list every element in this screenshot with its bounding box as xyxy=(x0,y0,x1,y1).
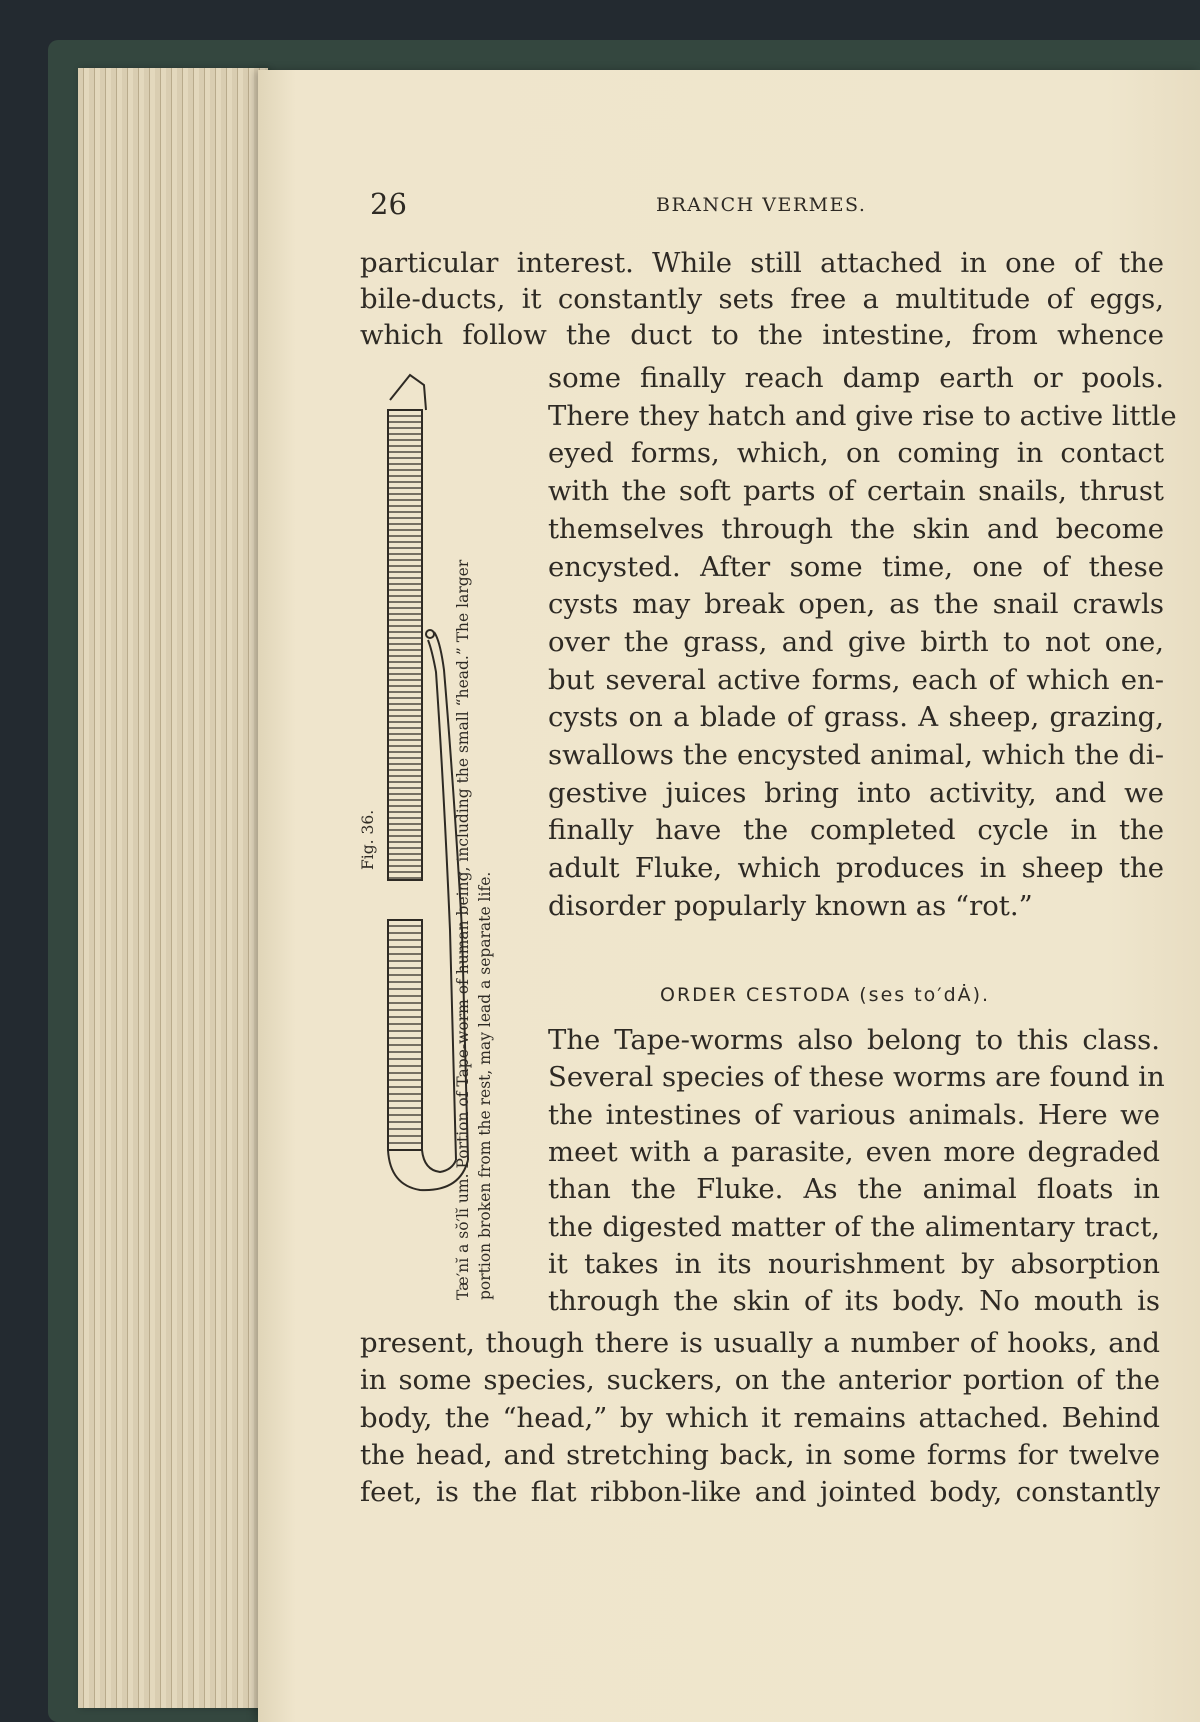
text-line: in some species, suckers, on the anterior portion of the xyxy=(360,1364,1160,1397)
text-line: through the skin of its body. No mouth is xyxy=(548,1285,1160,1318)
text-line: the intestines of various animals. Here we xyxy=(548,1098,1160,1131)
text-line: feet, is the flat ribbon-like and jointed body, constantly xyxy=(360,1476,1160,1509)
text-line: some finally reach damp earth or pools. xyxy=(548,362,1164,394)
text-line: disorder popularly known as “rot.” xyxy=(548,889,1033,922)
text-line: but several active forms, each of which en- xyxy=(548,663,1164,696)
tapeworm-upper-segments xyxy=(388,410,422,880)
text-line: There they hatch and give rise to active little xyxy=(548,399,1177,432)
text-line: particular interest. While still attached in one of the xyxy=(360,247,1164,279)
caption-line: portion broken from the rest, may lead a separate life. xyxy=(476,871,495,1300)
running-head: BRANCH VERMES. xyxy=(656,194,867,216)
caption-line: Tæ′nĭ a sŏ′lĭ um. Portion of Tape-worm of human being, including the small “head.” The larger xyxy=(454,559,472,1300)
text-line: the digested matter of the alimentary tract, xyxy=(548,1210,1160,1243)
text-line: body, the “head,” by which it remains attached. Behind xyxy=(360,1401,1160,1434)
section-heading: ORDER CESTODA (ses to′dȦ). xyxy=(660,984,991,1006)
text-line: present, though there is usually a number of hooks, and xyxy=(360,1327,1160,1359)
page-edges xyxy=(78,68,268,1708)
text-line: with the soft parts of certain snails, thrust xyxy=(548,475,1164,508)
figure-label: Fig. 36. xyxy=(359,809,377,870)
text-line: Several species of these worms are found in xyxy=(548,1061,1165,1094)
text-line: adult Fluke, which produces in sheep the xyxy=(548,852,1164,885)
text-line: The Tape-worms also belong to this class. xyxy=(548,1024,1160,1056)
text-line: than the Fluke. As the animal floats in xyxy=(548,1173,1160,1206)
text-line: it takes in its nourishment by absorption xyxy=(548,1247,1160,1280)
text-line: gestive juices bring into activity, and we xyxy=(548,776,1164,809)
text-line: meet with a parasite, even more degraded xyxy=(548,1135,1160,1168)
text-line: eyed forms, which, on coming in contact xyxy=(548,437,1164,470)
text-line: bile-ducts, it constantly sets free a multitude of eggs, xyxy=(360,283,1164,315)
text-line: the head, and stretching back, in some forms for twelve xyxy=(360,1438,1160,1471)
text-line: encysted. After some time, one of these xyxy=(548,550,1164,583)
text-line: swallows the encysted animal, which the di- xyxy=(548,739,1164,771)
text-line: which follow the duct to the intestine, from whence xyxy=(360,319,1164,351)
text-line: finally have the completed cycle in the xyxy=(548,814,1164,847)
text-line: cysts on a blade of grass. A sheep, grazing, xyxy=(548,701,1164,734)
text-line: cysts may break open, as the snail crawls xyxy=(548,588,1164,621)
page-number: 26 xyxy=(370,187,407,221)
text-line: themselves through the skin and become xyxy=(548,512,1164,545)
figure-caption xyxy=(452,400,497,1300)
text-line: over the grass, and give birth to not one, xyxy=(548,625,1164,658)
